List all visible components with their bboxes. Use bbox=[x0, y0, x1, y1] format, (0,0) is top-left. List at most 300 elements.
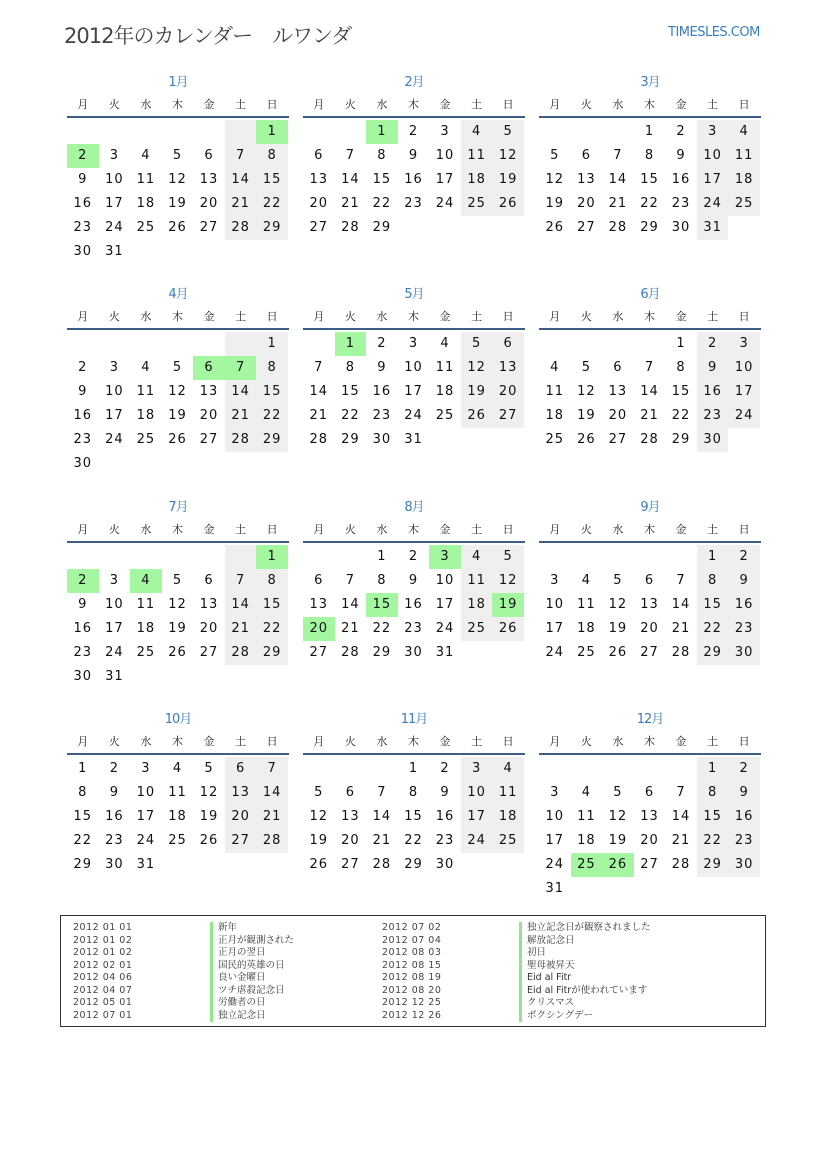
day-cell: 23 bbox=[671, 196, 691, 211]
day-cell: 2 bbox=[728, 545, 760, 569]
day-cell: 15 bbox=[697, 805, 729, 829]
weekday-label: 日 bbox=[738, 310, 750, 323]
empty-day bbox=[162, 240, 194, 264]
weekday-label: 水 bbox=[140, 98, 152, 111]
day-cell: 11 bbox=[461, 569, 493, 593]
weekday-label: 木 bbox=[643, 98, 655, 111]
day-cell: 20 bbox=[608, 408, 628, 423]
weekday-label: 月 bbox=[313, 735, 325, 748]
day-cell: 7 bbox=[345, 148, 355, 163]
day-cell: 25 bbox=[136, 432, 156, 447]
holiday-name: ツチ虐殺記念日 bbox=[210, 985, 285, 998]
day-cell: 26 bbox=[168, 432, 187, 447]
holiday-row bbox=[382, 960, 651, 973]
holiday-row bbox=[73, 922, 294, 935]
weekday-header bbox=[539, 94, 761, 118]
day-cell: 14 bbox=[372, 809, 392, 824]
holiday-row bbox=[382, 935, 651, 948]
weekday-label: 火 bbox=[108, 98, 120, 111]
day-cell: 13 bbox=[341, 809, 360, 824]
week-row bbox=[67, 356, 289, 380]
empty-day bbox=[67, 120, 99, 144]
day-cell: 27 bbox=[199, 220, 219, 235]
day-cell: 11 bbox=[728, 144, 760, 168]
day-cell: 2 bbox=[377, 336, 387, 351]
day-cell: 3 bbox=[109, 360, 119, 375]
week-row bbox=[67, 428, 289, 452]
holiday-date: 2012 02 01 bbox=[73, 959, 133, 971]
day-cell: 17 bbox=[435, 597, 455, 612]
weekday-label: 月 bbox=[77, 735, 89, 748]
week-row bbox=[67, 593, 289, 617]
weekday-label: 火 bbox=[580, 735, 592, 748]
day-cell: 25 bbox=[136, 645, 156, 660]
holiday-date: 2012 01 02 bbox=[73, 934, 133, 946]
day-cell: 31 bbox=[697, 216, 729, 240]
weekday-label: 土 bbox=[235, 98, 247, 111]
day-cell: 29 bbox=[697, 853, 729, 877]
empty-day bbox=[571, 332, 603, 356]
empty-day bbox=[193, 665, 225, 689]
day-cell: 29 bbox=[697, 641, 729, 665]
day-cell: 1 bbox=[408, 761, 419, 776]
day-cell: 18 bbox=[492, 805, 524, 829]
month-9 bbox=[539, 497, 761, 665]
day-cell: 8 bbox=[256, 144, 288, 168]
day-cell: 5 bbox=[461, 332, 493, 356]
weekday-label: 水 bbox=[376, 98, 388, 111]
weekday-label: 木 bbox=[171, 735, 183, 748]
day-cell: 14 bbox=[225, 168, 257, 192]
day-cell: 13 bbox=[199, 172, 219, 187]
week-row bbox=[303, 805, 525, 829]
day-cell: 18 bbox=[461, 593, 493, 617]
day-cell: 11 bbox=[168, 785, 187, 800]
day-cell: 9 bbox=[697, 356, 729, 380]
day-cell: 17 bbox=[105, 408, 124, 423]
week-row bbox=[303, 144, 525, 168]
weekday-label: 木 bbox=[171, 98, 183, 111]
holiday-name: 良い金曜日 bbox=[210, 972, 266, 985]
day-cell: 23 bbox=[697, 404, 729, 428]
day-cell: 2 bbox=[408, 549, 419, 564]
day-cell: 7 bbox=[676, 785, 686, 800]
day-cell: 15 bbox=[256, 168, 288, 192]
day-cell: 31 bbox=[105, 244, 124, 259]
empty-day bbox=[728, 877, 760, 901]
empty-day bbox=[461, 641, 493, 665]
day-cell: 17 bbox=[136, 809, 156, 824]
day-cell: 23 bbox=[105, 833, 124, 848]
empty-day bbox=[539, 120, 571, 144]
day-cell: 10 bbox=[545, 809, 565, 824]
day-cell: 12 bbox=[545, 172, 565, 187]
holiday-row bbox=[382, 1010, 651, 1023]
day-cell: 29 bbox=[640, 220, 659, 235]
month-8 bbox=[303, 497, 525, 665]
day-cell: 10 bbox=[105, 172, 124, 187]
day-cell: 4 bbox=[581, 785, 591, 800]
day-cell: 1 bbox=[697, 545, 729, 569]
day-cell: 1 bbox=[78, 761, 88, 776]
day-cell: 1 bbox=[256, 332, 288, 356]
empty-day bbox=[162, 332, 194, 356]
holiday-name: Eid al Fitrが使われています bbox=[519, 985, 647, 998]
day-cell: 29 bbox=[256, 216, 288, 240]
day-cell: 9 bbox=[728, 569, 760, 593]
month-6 bbox=[539, 284, 761, 452]
weekday-label: 月 bbox=[549, 310, 561, 323]
day-cell: 5 bbox=[492, 120, 524, 144]
day-cell: 9 bbox=[408, 573, 419, 588]
day-cell: 24 bbox=[545, 857, 565, 872]
day-cell: 30 bbox=[73, 669, 93, 684]
weekday-label: 金 bbox=[439, 735, 451, 748]
day-cell: 6 bbox=[492, 332, 524, 356]
empty-day bbox=[461, 216, 493, 240]
month-4 bbox=[67, 284, 289, 476]
month-title: 4月 bbox=[168, 287, 188, 302]
day-cell: 24 bbox=[404, 408, 423, 423]
day-cell: 10 bbox=[461, 781, 493, 805]
day-cell: 9 bbox=[78, 172, 88, 187]
empty-day bbox=[99, 452, 131, 476]
holiday-day: 25 bbox=[571, 853, 603, 877]
month-2 bbox=[303, 72, 525, 240]
empty-day bbox=[130, 452, 162, 476]
day-cell: 3 bbox=[550, 573, 560, 588]
day-cell: 14 bbox=[225, 593, 257, 617]
day-cell: 25 bbox=[577, 645, 596, 660]
weekday-label: 水 bbox=[612, 735, 624, 748]
day-cell: 30 bbox=[73, 456, 93, 471]
day-cell: 9 bbox=[78, 384, 88, 399]
day-cell: 19 bbox=[461, 380, 493, 404]
empty-day bbox=[602, 120, 634, 144]
day-cell: 4 bbox=[581, 573, 591, 588]
day-cell: 25 bbox=[492, 829, 524, 853]
day-cell: 18 bbox=[136, 196, 156, 211]
day-cell: 23 bbox=[73, 220, 93, 235]
day-cell: 4 bbox=[728, 120, 760, 144]
day-cell: 7 bbox=[377, 785, 387, 800]
day-cell: 25 bbox=[168, 833, 187, 848]
holiday-row bbox=[73, 1010, 294, 1023]
weekday-label: 月 bbox=[77, 98, 89, 111]
day-cell: 13 bbox=[225, 781, 257, 805]
week-row bbox=[539, 428, 761, 452]
month-title: 11月 bbox=[400, 712, 428, 727]
day-cell: 24 bbox=[105, 220, 124, 235]
empty-day bbox=[193, 545, 225, 569]
weekday-header bbox=[303, 306, 525, 330]
weekday-label: 土 bbox=[707, 735, 719, 748]
week-row bbox=[539, 144, 761, 168]
day-cell: 19 bbox=[492, 168, 524, 192]
day-cell: 22 bbox=[671, 408, 691, 423]
day-cell: 28 bbox=[608, 220, 628, 235]
day-cell: 15 bbox=[341, 384, 360, 399]
month-1 bbox=[67, 72, 289, 264]
day-cell: 25 bbox=[461, 617, 493, 641]
week-row bbox=[303, 192, 525, 216]
holiday-column-1 bbox=[73, 922, 294, 1022]
weekday-label: 水 bbox=[376, 523, 388, 536]
weekday-label: 土 bbox=[707, 523, 719, 536]
day-cell: 5 bbox=[613, 573, 623, 588]
day-cell: 23 bbox=[435, 833, 455, 848]
day-cell: 14 bbox=[341, 597, 360, 612]
holiday-row bbox=[73, 985, 294, 998]
day-cell: 3 bbox=[461, 757, 493, 781]
weekday-header bbox=[539, 731, 761, 755]
day-cell: 24 bbox=[545, 645, 565, 660]
site-name[interactable]: TIMESLES.COM bbox=[668, 25, 760, 40]
empty-day bbox=[461, 428, 493, 452]
day-cell: 18 bbox=[168, 809, 187, 824]
empty-day bbox=[634, 332, 666, 356]
day-cell: 17 bbox=[105, 196, 124, 211]
day-cell: 10 bbox=[697, 144, 729, 168]
holiday-day: 1 bbox=[335, 332, 367, 356]
weekday-header bbox=[67, 519, 289, 543]
day-cell: 12 bbox=[608, 809, 628, 824]
day-cell: 17 bbox=[404, 384, 423, 399]
weekday-label: 水 bbox=[140, 523, 152, 536]
day-cell: 13 bbox=[199, 384, 219, 399]
weekday-label: 日 bbox=[266, 98, 278, 111]
day-cell: 28 bbox=[341, 220, 360, 235]
day-cell: 9 bbox=[728, 781, 760, 805]
weekday-label: 金 bbox=[439, 523, 451, 536]
day-cell: 19 bbox=[168, 196, 187, 211]
holiday-date: 2012 01 01 bbox=[73, 922, 133, 933]
week-row bbox=[539, 829, 761, 853]
empty-day bbox=[366, 757, 398, 781]
day-cell: 21 bbox=[671, 833, 691, 848]
holiday-name: 解放記念日 bbox=[519, 935, 575, 948]
day-cell: 7 bbox=[613, 148, 623, 163]
holiday-row bbox=[73, 972, 294, 985]
day-cell: 19 bbox=[608, 833, 628, 848]
week-row bbox=[303, 356, 525, 380]
holiday-row bbox=[73, 947, 294, 960]
day-cell: 26 bbox=[577, 432, 596, 447]
day-cell: 31 bbox=[404, 432, 423, 447]
empty-day bbox=[162, 853, 194, 877]
empty-day bbox=[571, 545, 603, 569]
day-cell: 16 bbox=[73, 196, 93, 211]
day-cell: 30 bbox=[372, 432, 392, 447]
weekday-label: 月 bbox=[313, 310, 325, 323]
day-cell: 27 bbox=[640, 645, 659, 660]
holiday-row bbox=[382, 947, 651, 960]
day-cell: 26 bbox=[168, 645, 187, 660]
week-row bbox=[303, 829, 525, 853]
day-cell: 29 bbox=[404, 857, 423, 872]
day-cell: 23 bbox=[404, 621, 423, 636]
empty-day bbox=[256, 853, 288, 877]
day-cell: 29 bbox=[372, 645, 392, 660]
day-cell: 15 bbox=[640, 172, 659, 187]
day-cell: 8 bbox=[377, 148, 387, 163]
holiday-name: 独立記念日が観察されました bbox=[519, 922, 651, 935]
week-row bbox=[67, 641, 289, 665]
day-cell: 16 bbox=[435, 809, 455, 824]
empty-day bbox=[602, 877, 634, 901]
day-cell: 29 bbox=[73, 857, 93, 872]
page-title: 2012年のカレンダー ルワンダ bbox=[64, 24, 352, 48]
day-cell: 23 bbox=[728, 829, 760, 853]
weekday-header bbox=[539, 519, 761, 543]
weekday-label: 土 bbox=[235, 310, 247, 323]
weekday-label: 木 bbox=[171, 310, 183, 323]
day-cell: 16 bbox=[728, 805, 760, 829]
day-cell: 4 bbox=[172, 761, 183, 776]
day-cell: 20 bbox=[199, 621, 219, 636]
weekday-label: 金 bbox=[675, 98, 687, 111]
day-cell: 24 bbox=[136, 833, 156, 848]
day-cell: 13 bbox=[640, 597, 659, 612]
weekday-label: 月 bbox=[313, 523, 325, 536]
empty-day bbox=[162, 120, 194, 144]
day-cell: 20 bbox=[309, 196, 329, 211]
holiday-day: 6 bbox=[193, 356, 225, 380]
holiday-row bbox=[382, 985, 651, 998]
month-title: 8月 bbox=[404, 500, 424, 515]
day-cell: 26 bbox=[309, 857, 329, 872]
empty-day bbox=[225, 545, 257, 569]
week-row bbox=[539, 168, 761, 192]
empty-day bbox=[99, 332, 131, 356]
day-cell: 1 bbox=[676, 336, 686, 351]
day-cell: 22 bbox=[404, 833, 423, 848]
week-row bbox=[303, 216, 525, 240]
day-cell: 11 bbox=[577, 809, 596, 824]
week-row bbox=[539, 641, 761, 665]
holiday-row bbox=[382, 922, 651, 935]
day-cell: 16 bbox=[671, 172, 691, 187]
day-cell: 28 bbox=[372, 857, 392, 872]
weekday-label: 土 bbox=[235, 523, 247, 536]
day-cell: 25 bbox=[728, 192, 760, 216]
holiday-day: 2 bbox=[67, 144, 99, 168]
week-row bbox=[539, 404, 761, 428]
weekday-label: 水 bbox=[140, 735, 152, 748]
day-cell: 16 bbox=[73, 621, 93, 636]
day-cell: 24 bbox=[728, 404, 760, 428]
empty-day bbox=[335, 120, 367, 144]
day-cell: 30 bbox=[671, 220, 691, 235]
weekday-label: 火 bbox=[580, 523, 592, 536]
day-cell: 27 bbox=[199, 432, 219, 447]
week-row bbox=[67, 404, 289, 428]
week-row bbox=[67, 240, 289, 264]
day-cell: 12 bbox=[461, 356, 493, 380]
weekday-label: 日 bbox=[266, 523, 278, 536]
week-row bbox=[539, 216, 761, 240]
day-cell: 1 bbox=[697, 757, 729, 781]
day-cell: 3 bbox=[408, 336, 419, 351]
day-cell: 5 bbox=[613, 785, 623, 800]
day-cell: 18 bbox=[728, 168, 760, 192]
day-cell: 15 bbox=[73, 809, 93, 824]
weekday-label: 火 bbox=[580, 98, 592, 111]
holiday-name: 新年 bbox=[210, 922, 237, 935]
day-cell: 26 bbox=[461, 404, 493, 428]
month-10 bbox=[67, 709, 289, 877]
day-cell: 20 bbox=[341, 833, 360, 848]
week-row bbox=[539, 853, 761, 877]
week-row bbox=[539, 332, 761, 356]
week-row bbox=[67, 380, 289, 404]
day-cell: 14 bbox=[608, 172, 628, 187]
day-cell: 7 bbox=[256, 757, 288, 781]
day-cell: 17 bbox=[461, 805, 493, 829]
weekday-label: 火 bbox=[344, 310, 356, 323]
weekday-header bbox=[303, 731, 525, 755]
day-cell: 25 bbox=[435, 408, 455, 423]
empty-day bbox=[539, 757, 571, 781]
day-cell: 12 bbox=[309, 809, 329, 824]
holiday-name: Eid al Fitr bbox=[519, 972, 571, 985]
day-cell: 19 bbox=[168, 408, 187, 423]
weekday-header bbox=[67, 731, 289, 755]
holiday-name: クリスマス bbox=[519, 997, 574, 1010]
week-row bbox=[303, 593, 525, 617]
day-cell: 2 bbox=[408, 124, 419, 139]
month-title: 6月 bbox=[640, 287, 660, 302]
empty-day bbox=[67, 545, 99, 569]
weekday-label: 日 bbox=[738, 98, 750, 111]
day-cell: 19 bbox=[309, 833, 329, 848]
day-cell: 8 bbox=[408, 785, 419, 800]
week-row bbox=[539, 356, 761, 380]
holiday-day: 4 bbox=[130, 569, 162, 593]
day-cell: 11 bbox=[492, 781, 524, 805]
day-cell: 16 bbox=[728, 593, 760, 617]
weekday-label: 月 bbox=[77, 523, 89, 536]
day-cell: 20 bbox=[577, 196, 596, 211]
holiday-day: 3 bbox=[429, 545, 461, 569]
weekday-label: 水 bbox=[612, 310, 624, 323]
day-cell: 15 bbox=[256, 593, 288, 617]
day-cell: 24 bbox=[435, 196, 455, 211]
empty-day bbox=[634, 545, 666, 569]
month-12 bbox=[539, 709, 761, 901]
week-row bbox=[303, 853, 525, 877]
weekday-label: 金 bbox=[203, 523, 215, 536]
day-cell: 13 bbox=[492, 356, 524, 380]
day-cell: 8 bbox=[345, 360, 355, 375]
day-cell: 27 bbox=[309, 220, 329, 235]
day-cell: 22 bbox=[372, 196, 392, 211]
day-cell: 7 bbox=[225, 144, 257, 168]
weekday-label: 月 bbox=[549, 523, 561, 536]
day-cell: 17 bbox=[697, 168, 729, 192]
empty-day bbox=[225, 452, 257, 476]
day-cell: 8 bbox=[697, 569, 729, 593]
day-cell: 26 bbox=[608, 645, 628, 660]
holiday-row bbox=[73, 935, 294, 948]
holiday-date: 2012 08 15 bbox=[382, 959, 442, 971]
week-row bbox=[67, 545, 289, 569]
day-cell: 26 bbox=[492, 617, 524, 641]
day-cell: 18 bbox=[577, 833, 596, 848]
day-cell: 27 bbox=[341, 857, 360, 872]
day-cell: 12 bbox=[608, 597, 628, 612]
holiday-row bbox=[382, 972, 651, 985]
